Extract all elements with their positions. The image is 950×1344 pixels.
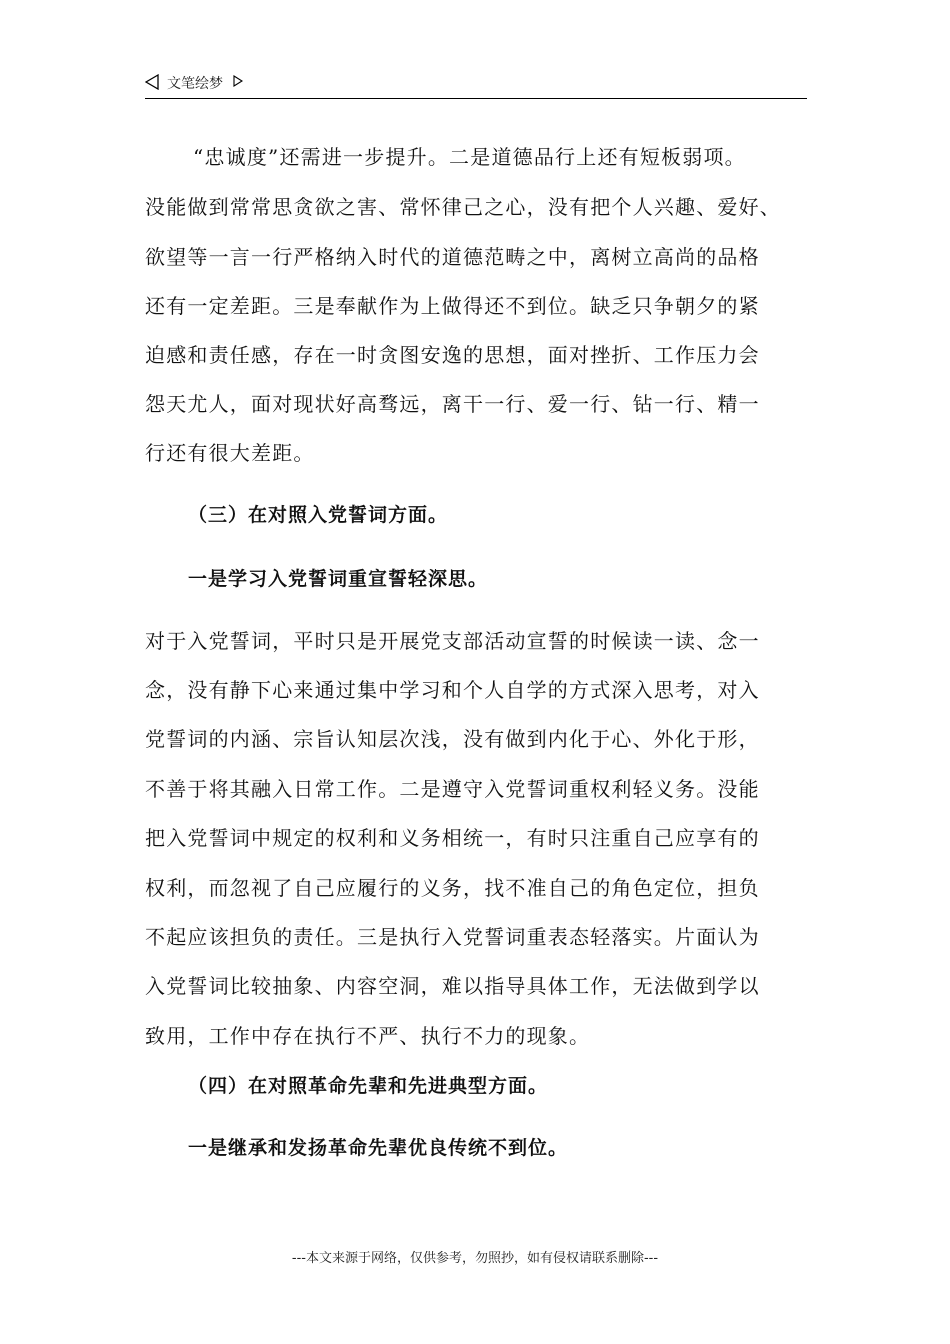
text-line: 把入党誓词中规定的权利和义务相统一，有时只注重自己应享有的 (145, 826, 760, 850)
text-line: 不善于将其融入日常工作。二是遵守入党誓词重权利轻义务。没能 (145, 777, 760, 801)
text-line: 还有一定差距。三是奉献作为上做得还不到位。缺乏只争朝夕的紧 (145, 294, 760, 318)
page-footer: ---本文来源于网络，仅供参考，勿照抄，如有侵权请联系删除--- (291, 1251, 659, 1266)
text-line: 行还有很大差距。 (145, 441, 315, 465)
text-line: 权利，而忽视了自己应履行的义务，找不准自己的角色定位，担负 (145, 876, 760, 900)
text-line: 致用，工作中存在执行不严、执行不力的现象。 (145, 1024, 591, 1048)
section-heading: （四）在对照革命先辈和先进典型方面。 (188, 1075, 549, 1097)
text-line: 对于入党誓词，平时只是开展党支部活动宣誓的时候读一读、念一 (145, 629, 760, 653)
subsection-heading: 一是学习入党誓词重宣誓轻深思。 (188, 568, 489, 590)
text-line: 没能做到常常思贪欲之害、常怀律己之心，没有把个人兴趣、爱好、 (145, 195, 781, 219)
text-line: “忠诚度”还需进一步提升。二是道德品行上还有短板弱项。 (193, 145, 746, 169)
left-triangle-icon (145, 74, 159, 90)
text-line: 不起应该担负的责任。三是执行入党誓词重表态轻落实。片面认为 (145, 925, 760, 949)
text-line: 欲望等一言一行严格纳入时代的道德范畴之中，离树立高尚的品格 (145, 245, 760, 269)
page-header (145, 70, 807, 99)
text-line: 怨天尤人，面对现状好高骛远，离干一行、爱一行、钻一行、精一 (145, 392, 760, 416)
text-line: 党誓词的内涵、宗旨认知层次浅，没有做到内化于心、外化于形， (145, 727, 760, 751)
text-line: 迫感和责任感，存在一时贪图安逸的思想，面对挫折、工作压力会 (145, 343, 760, 367)
subsection-heading: 一是继承和发扬革命先辈优良传统不到位。 (188, 1137, 569, 1159)
right-triangle-icon (233, 75, 243, 87)
text-line: 入党誓词比较抽象、内容空洞，难以指导具体工作，无法做到学以 (145, 974, 760, 998)
text-line: 念，没有静下心来通过集中学习和个人自学的方式深入思考，对入 (145, 678, 760, 702)
header-brand: 文笔绘梦 (167, 76, 223, 92)
section-heading: （三）在对照入党誓词方面。 (188, 504, 449, 526)
